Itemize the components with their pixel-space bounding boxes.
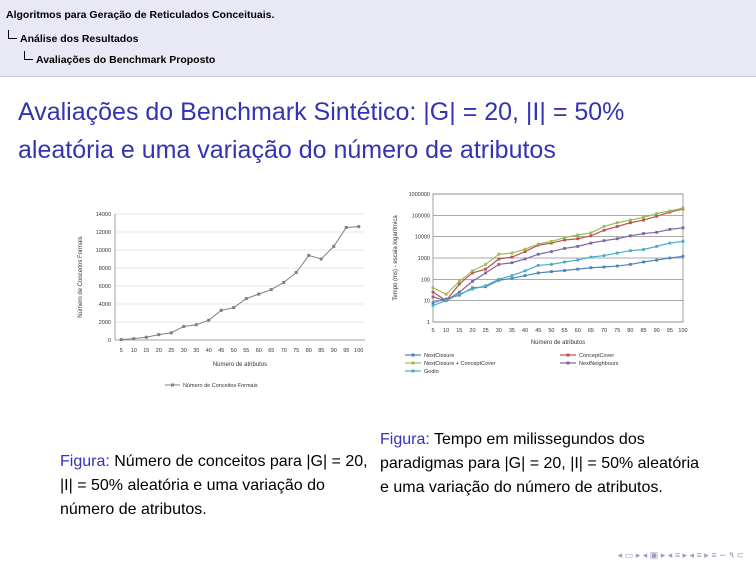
x-tick-label: 45 bbox=[218, 348, 225, 354]
data-point bbox=[332, 245, 335, 248]
y-tick-label: 10000 bbox=[95, 248, 111, 254]
y-tick-label: 10 bbox=[423, 298, 430, 305]
breadcrumb-section[interactable]: Análise dos Resultados bbox=[20, 33, 139, 45]
data-point bbox=[668, 242, 671, 245]
data-point bbox=[682, 226, 685, 229]
data-point bbox=[563, 247, 566, 250]
data-point bbox=[589, 266, 592, 269]
data-point bbox=[432, 301, 435, 304]
data-point bbox=[655, 212, 658, 215]
data-point bbox=[145, 336, 148, 339]
x-tick-label: 65 bbox=[268, 348, 275, 354]
data-point bbox=[550, 250, 553, 253]
data-point bbox=[157, 333, 160, 336]
x-tick-label: 40 bbox=[205, 348, 212, 354]
figure-label: Figura: bbox=[380, 431, 430, 448]
y-tick-label: 100 bbox=[420, 277, 430, 284]
data-point bbox=[345, 226, 348, 229]
data-point bbox=[511, 274, 514, 277]
data-point bbox=[524, 274, 527, 277]
series-line bbox=[433, 208, 683, 294]
y-tick-label: 1 bbox=[426, 320, 430, 326]
data-point bbox=[616, 221, 619, 224]
data-point bbox=[511, 252, 514, 255]
x-tick-label: 25 bbox=[168, 348, 175, 354]
data-point bbox=[682, 240, 685, 243]
data-point bbox=[629, 219, 632, 222]
data-point bbox=[497, 263, 500, 266]
breadcrumb-title[interactable]: Algoritmos para Geração de Reticulados Conceituais. bbox=[6, 9, 275, 21]
data-point bbox=[471, 288, 474, 291]
breadcrumb-subsection[interactable]: Avaliações do Benchmark Proposto bbox=[36, 54, 216, 66]
data-point bbox=[257, 293, 260, 296]
y-tick-label: 6000 bbox=[98, 284, 111, 290]
data-point bbox=[295, 271, 298, 274]
data-point bbox=[484, 263, 487, 266]
data-point bbox=[432, 304, 435, 307]
x-axis-title: Número de atributos bbox=[212, 362, 268, 368]
data-point bbox=[682, 255, 685, 258]
data-point bbox=[668, 257, 671, 260]
data-point bbox=[432, 286, 435, 289]
data-point bbox=[589, 242, 592, 245]
data-point bbox=[629, 249, 632, 252]
data-point bbox=[484, 284, 487, 287]
data-point bbox=[432, 291, 435, 294]
y-tick-label: 4000 bbox=[98, 302, 111, 308]
data-point bbox=[484, 268, 487, 271]
figure-caption-right bbox=[380, 428, 700, 500]
data-point bbox=[655, 259, 658, 262]
data-point bbox=[616, 265, 619, 268]
data-point bbox=[603, 254, 606, 257]
x-tick-label: 80 bbox=[305, 348, 312, 354]
data-point bbox=[471, 269, 474, 272]
x-tick-label: 60 bbox=[255, 348, 262, 354]
legend-label: Número de Conceitos Formais bbox=[183, 383, 258, 389]
x-tick-label: 20 bbox=[469, 328, 476, 334]
data-point bbox=[576, 259, 579, 262]
x-tick-label: 5 bbox=[431, 328, 435, 334]
x-tick-label: 95 bbox=[666, 328, 673, 334]
data-point bbox=[550, 240, 553, 243]
x-tick-label: 100 bbox=[354, 348, 364, 354]
data-point bbox=[270, 288, 273, 291]
x-tick-label: 40 bbox=[522, 328, 529, 334]
data-point bbox=[220, 309, 223, 312]
x-tick-label: 75 bbox=[614, 328, 621, 334]
x-tick-label: 85 bbox=[640, 328, 647, 334]
x-tick-label: 30 bbox=[495, 328, 502, 334]
data-point bbox=[524, 269, 527, 272]
y-tick-label: 14000 bbox=[95, 212, 111, 218]
x-tick-label: 60 bbox=[574, 328, 581, 334]
legend-label: NextClosure + ConceptCover bbox=[424, 361, 496, 367]
data-point bbox=[458, 293, 461, 296]
data-point bbox=[232, 306, 235, 309]
data-point bbox=[603, 225, 606, 228]
legend-marker bbox=[412, 362, 415, 365]
data-point bbox=[576, 268, 579, 271]
data-point bbox=[245, 297, 248, 300]
series-line bbox=[433, 209, 683, 301]
data-point bbox=[576, 237, 579, 240]
data-point bbox=[207, 319, 210, 322]
data-point bbox=[603, 239, 606, 242]
data-point bbox=[484, 272, 487, 275]
header-bar bbox=[0, 0, 756, 77]
x-tick-label: 45 bbox=[535, 328, 542, 334]
data-point bbox=[682, 207, 685, 210]
x-tick-label: 50 bbox=[548, 328, 555, 334]
x-tick-label: 85 bbox=[318, 348, 325, 354]
y-tick-label: 8000 bbox=[98, 266, 111, 272]
data-point bbox=[497, 258, 500, 261]
x-tick-label: 15 bbox=[143, 348, 150, 354]
data-point bbox=[524, 258, 527, 261]
data-point bbox=[471, 280, 474, 283]
data-point bbox=[524, 250, 527, 253]
caption-text: Tempo em milissegundos dos paradigmas para |G| = 20, |I| = 50% aleatória e uma variação do número de atributos. bbox=[380, 431, 700, 496]
caption-text: Número de conceitos para |G| = 20, |I| = 50% aleatória e uma variação do número de atributos. bbox=[60, 453, 368, 518]
beamer-navigation[interactable]: ◂ ▭ ▸ ◂ ▣ ▸ ◂ ≡ ▸ ◂ ≡ ▸ ≡ ∽ ۹ ⊂ bbox=[617, 550, 744, 560]
x-tick-label: 15 bbox=[456, 328, 463, 334]
data-point bbox=[655, 231, 658, 234]
time-chart bbox=[375, 180, 695, 395]
y-tick-label: 12000 bbox=[95, 230, 111, 236]
data-point bbox=[563, 261, 566, 264]
data-point bbox=[668, 228, 671, 231]
data-point bbox=[132, 337, 135, 340]
data-point bbox=[537, 264, 540, 267]
data-point bbox=[603, 266, 606, 269]
x-tick-label: 10 bbox=[443, 328, 450, 334]
data-point bbox=[497, 253, 500, 256]
data-point bbox=[629, 234, 632, 237]
x-tick-label: 70 bbox=[280, 348, 287, 354]
data-point bbox=[576, 234, 579, 237]
x-tick-label: 90 bbox=[330, 348, 337, 354]
data-point bbox=[655, 245, 658, 248]
data-point bbox=[550, 263, 553, 266]
data-point bbox=[511, 277, 514, 280]
data-point bbox=[445, 293, 448, 296]
x-tick-label: 35 bbox=[508, 328, 516, 334]
x-tick-label: 75 bbox=[293, 348, 300, 354]
x-tick-label: 35 bbox=[193, 348, 200, 354]
data-point bbox=[589, 256, 592, 259]
slide-title-line2: aleatória e uma variação do número de atributos bbox=[18, 136, 556, 164]
x-tick-label: 5 bbox=[119, 348, 123, 354]
y-tick-label: 1000 bbox=[417, 256, 430, 262]
data-point bbox=[616, 237, 619, 240]
data-point bbox=[642, 232, 645, 235]
data-point bbox=[603, 229, 606, 232]
figure-label: Figura: bbox=[60, 453, 110, 470]
data-point bbox=[616, 225, 619, 228]
legend-marker bbox=[171, 384, 174, 387]
series-line bbox=[121, 227, 359, 340]
data-point bbox=[120, 338, 123, 341]
data-point bbox=[182, 325, 185, 328]
tree-connector-icon bbox=[8, 30, 17, 39]
legend-label: NextClosure bbox=[424, 353, 455, 359]
x-tick-label: 10 bbox=[130, 348, 137, 354]
legend-marker bbox=[567, 362, 570, 365]
data-point bbox=[642, 261, 645, 264]
data-point bbox=[170, 331, 173, 334]
x-axis-title: Número de atributos bbox=[530, 340, 586, 346]
legend-marker bbox=[567, 354, 570, 357]
data-point bbox=[668, 210, 671, 213]
data-point bbox=[432, 296, 435, 299]
data-point bbox=[282, 281, 285, 284]
legend-label: ConceptCover bbox=[579, 353, 615, 359]
x-tick-label: 25 bbox=[482, 328, 489, 334]
data-point bbox=[307, 254, 310, 257]
data-point bbox=[642, 219, 645, 222]
data-point bbox=[642, 248, 645, 251]
x-tick-label: 20 bbox=[155, 348, 162, 354]
legend-marker bbox=[412, 354, 415, 357]
data-point bbox=[629, 263, 632, 266]
data-point bbox=[357, 225, 360, 228]
data-point bbox=[497, 278, 500, 281]
y-tick-label: 100000 bbox=[411, 213, 430, 220]
data-point bbox=[524, 248, 527, 251]
data-point bbox=[629, 221, 632, 224]
data-point bbox=[589, 234, 592, 237]
legend-label: Godin bbox=[424, 369, 439, 375]
data-point bbox=[458, 280, 461, 283]
x-tick-label: 100 bbox=[678, 328, 688, 334]
x-tick-label: 80 bbox=[627, 328, 634, 334]
tree-connector-icon bbox=[24, 51, 33, 60]
x-tick-label: 65 bbox=[587, 328, 594, 334]
x-tick-label: 90 bbox=[653, 328, 660, 334]
data-point bbox=[642, 216, 645, 219]
concepts-chart bbox=[70, 200, 375, 400]
data-point bbox=[616, 252, 619, 255]
data-point bbox=[511, 261, 514, 264]
x-tick-label: 50 bbox=[230, 348, 237, 354]
x-tick-label: 55 bbox=[243, 348, 250, 354]
figure-caption-left bbox=[60, 450, 378, 522]
data-point bbox=[511, 256, 514, 259]
x-tick-label: 70 bbox=[600, 328, 608, 334]
y-axis-title: Tempo (ms) - escala logarítmica bbox=[393, 215, 399, 301]
x-tick-label: 30 bbox=[180, 348, 187, 354]
slide-title-line1: Avaliações do Benchmark Sintético: |G| = 20, |I| = 50% bbox=[18, 98, 625, 126]
y-tick-label: 2000 bbox=[98, 320, 111, 326]
data-point bbox=[563, 236, 566, 239]
data-point bbox=[537, 272, 540, 275]
data-point bbox=[445, 299, 448, 302]
y-tick-label: 0 bbox=[107, 338, 111, 344]
data-point bbox=[589, 232, 592, 235]
data-point bbox=[195, 323, 198, 326]
data-point bbox=[537, 253, 540, 256]
legend-marker bbox=[412, 370, 415, 373]
series-line bbox=[433, 241, 683, 305]
data-point bbox=[655, 215, 658, 218]
data-point bbox=[537, 243, 540, 246]
y-tick-label: 10000 bbox=[414, 234, 430, 241]
y-axis-title: Número de Conceitos Formais bbox=[78, 236, 84, 318]
data-point bbox=[576, 245, 579, 248]
x-tick-label: 55 bbox=[561, 328, 568, 334]
data-point bbox=[550, 270, 553, 273]
x-tick-label: 95 bbox=[343, 348, 350, 354]
legend-label: NextNeighbours bbox=[579, 361, 619, 367]
y-tick-label: 1000000 bbox=[408, 192, 430, 198]
data-point bbox=[320, 258, 323, 261]
data-point bbox=[563, 269, 566, 272]
